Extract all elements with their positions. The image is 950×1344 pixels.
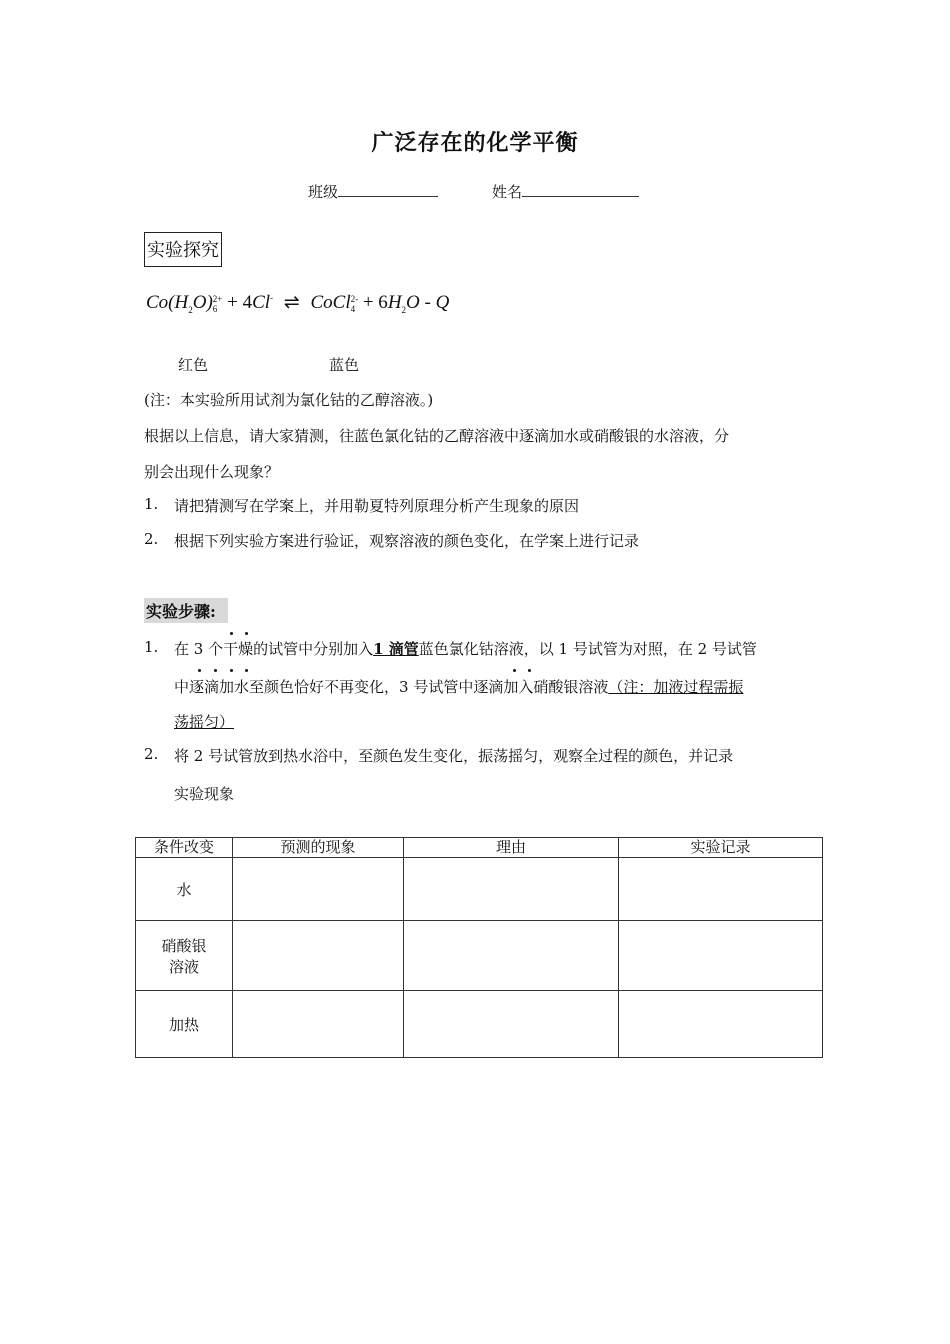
- task-2-number: 2.: [144, 530, 159, 548]
- condition-cell: 硝酸银 溶液: [136, 921, 233, 991]
- step-2-line-1: 将 2 号试管放到热水浴中，至颜色发生变化，振荡摇匀，观察全过程的颜色，并记录: [174, 747, 734, 765]
- prediction-cell[interactable]: [233, 921, 404, 991]
- reason-cell[interactable]: [404, 921, 619, 991]
- class-field: [308, 180, 438, 202]
- table-row: [136, 991, 823, 1058]
- class-label: 班级: [308, 183, 339, 201]
- header-condition: 条件改变: [136, 838, 233, 858]
- record-cell[interactable]: [619, 921, 823, 991]
- table-row: [136, 921, 823, 991]
- one-dropper-emphasis: 1 滴管: [373, 640, 419, 658]
- emphasis-dot: [528, 669, 531, 672]
- condition-cell: 水: [136, 858, 233, 921]
- name-field: [492, 180, 639, 202]
- reason-cell[interactable]: [404, 858, 619, 921]
- step-2-line-2: 实验现象: [174, 785, 235, 803]
- step-1-number: 1.: [144, 638, 159, 656]
- emphasis-dot: [245, 632, 248, 635]
- task-1-text: 请把猜测写在学案上，并用勒夏特列原理分析产生现象的原因: [174, 497, 580, 515]
- header-reason: 理由: [404, 838, 619, 858]
- section-heading-steps: 实验步骤:: [144, 598, 228, 623]
- task-1-number: 1.: [144, 495, 159, 513]
- record-cell[interactable]: [619, 858, 823, 921]
- chemical-equation: $Co(H_2O)2+$ 6 + 4Cl- ⇌ CoCl2- $4 + 6H_2O - Q$: [146, 292, 450, 315]
- equilibrium-arrow: ⇌: [283, 292, 300, 313]
- condition-cell: 加热: [136, 991, 233, 1058]
- step-1-line-2: 中逐滴加水至颜色恰好不再变化，3 号试管中逐滴加入硝酸银溶液（注：加液过程需振: [174, 678, 744, 696]
- intro-line-1: 根据以上信息，请大家猜测，往蓝色氯化钴的乙醇溶液中逐滴加水或硝酸银的水溶液，分: [144, 427, 730, 445]
- page-title: 广泛存在的化学平衡: [371, 130, 579, 156]
- prediction-cell[interactable]: [233, 858, 404, 921]
- step-1-line-3: 荡摇匀）: [174, 713, 235, 731]
- emphasis-dot: [198, 669, 201, 672]
- table-header-row: [136, 838, 823, 858]
- record-table: [135, 837, 823, 1058]
- class-blank[interactable]: [338, 180, 438, 197]
- emphasis-dot: [214, 669, 217, 672]
- emphasis-dot: [230, 632, 233, 635]
- step-2-number: 2.: [144, 745, 159, 763]
- step-1-line-1: 在 3 个干燥的试管中分别加入1 滴管蓝色氯化钴溶液，以 1 号试管为对照，在 2 号试管: [174, 640, 757, 658]
- reason-cell[interactable]: [404, 991, 619, 1058]
- header-record: 实验记录: [619, 838, 823, 858]
- intro-line-2: 别会出现什么现象？: [144, 463, 280, 481]
- note-text: (注：本实验所用试剂为氯化钴的乙醇溶液。): [144, 391, 434, 409]
- header-prediction: 预测的现象: [233, 838, 404, 858]
- task-2-text: 根据下列实验方案进行验证，观察溶液的颜色变化，在学案上进行记录: [174, 532, 640, 550]
- record-cell[interactable]: [619, 991, 823, 1058]
- emphasis-dot: [230, 669, 233, 672]
- label-blue: 蓝色: [329, 356, 360, 374]
- section-heading-inquiry: 实验探究: [144, 232, 222, 267]
- name-blank[interactable]: [522, 180, 639, 197]
- emphasis-dot: [245, 669, 248, 672]
- name-label: 姓名: [492, 183, 523, 201]
- table-row: [136, 858, 823, 921]
- label-red: 红色: [178, 356, 209, 374]
- emphasis-dot: [513, 669, 516, 672]
- prediction-cell[interactable]: [233, 991, 404, 1058]
